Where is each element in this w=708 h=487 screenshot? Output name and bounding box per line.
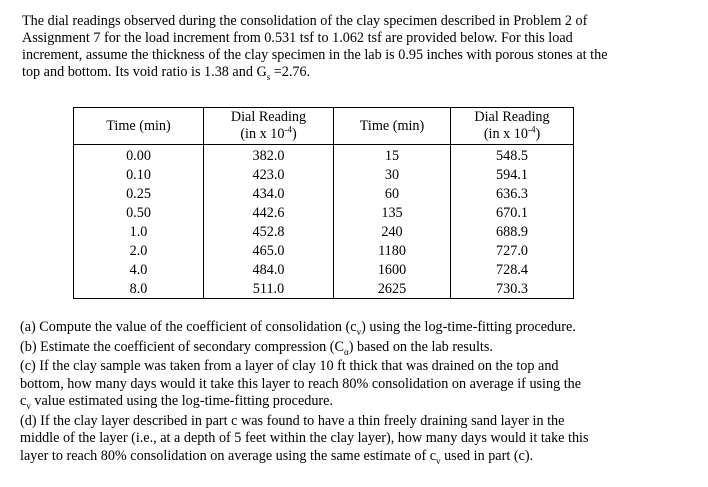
question-line — [20, 338, 704, 357]
units-text: (in x 10 — [240, 126, 285, 142]
header-dial-units — [240, 126, 296, 142]
table-cell: 594.1 — [451, 165, 574, 184]
table-cell: 382.0 — [204, 145, 334, 166]
units-close: ) — [535, 126, 541, 142]
intro-line: Assignment 7 for the load increment from 0.531 tsf to 1.062 tsf are provided below. For this load — [22, 30, 573, 46]
intro-line: The dial readings observed during the consolidation of the clay specimen described in Problem 2 of — [22, 13, 588, 29]
table-cell: 728.4 — [451, 260, 574, 279]
units-close: ) — [291, 126, 297, 142]
table-cell: 670.1 — [451, 203, 574, 222]
table-cell: 15 — [334, 145, 451, 166]
subscript: α — [343, 346, 349, 357]
question-line — [20, 393, 704, 411]
table-cell: 548.5 — [451, 145, 574, 166]
dial-readings-table — [73, 107, 574, 299]
table-row — [74, 184, 574, 203]
table-cell: 2.0 — [74, 241, 204, 260]
units-text: (in x 10 — [483, 126, 528, 142]
problem-statement — [22, 13, 702, 81]
question-text: (a) Compute the value of the coefficient of consolidation (c — [20, 319, 357, 335]
table-cell: 60 — [334, 184, 451, 203]
table-cell: 423.0 — [204, 165, 334, 184]
question-line: middle of the layer (i.e., at a depth of 5 feet within the clay layer), how many days would it take this — [20, 430, 589, 446]
question-text: used in part (c). — [440, 447, 534, 464]
question-text: c — [20, 393, 27, 409]
table-row — [74, 260, 574, 279]
table-cell: 0.50 — [74, 203, 204, 222]
gs-value: =2.76. — [270, 64, 311, 80]
intro-line: increment, assume the thickness of the clay specimen in the lab is 0.95 inches with porous stones at the — [22, 47, 608, 63]
table-cell: 8.0 — [74, 279, 204, 299]
question-text: ) using the log-time-fitting procedure. — [361, 319, 576, 335]
table-cell: 1180 — [334, 241, 451, 260]
header-dial-units — [484, 126, 540, 142]
question-c — [20, 358, 704, 411]
question-text: layer to reach 80% consolidation on average using the same estimate of c — [20, 447, 437, 464]
table-cell: 434.0 — [204, 184, 334, 203]
table-header-row — [74, 108, 574, 145]
question-text: value estimated using the log-time-fitting procedure. — [30, 393, 333, 409]
header-dial-line1: Dial Reading — [474, 109, 550, 125]
table-cell: 727.0 — [451, 241, 574, 260]
table-cell: 2625 — [334, 279, 451, 299]
question-line: (d) If the clay layer described in part c was found to have a thin freely draining sand layer in the — [20, 412, 565, 429]
table-cell: 730.3 — [451, 279, 574, 299]
table-cell: 442.6 — [204, 203, 334, 222]
table-cell: 30 — [334, 165, 451, 184]
table-cell: 240 — [334, 222, 451, 241]
header-time-2: Time (min) — [334, 108, 451, 145]
table-cell: 1600 — [334, 260, 451, 279]
units-exponent: -4 — [527, 124, 536, 135]
table-row — [74, 203, 574, 222]
header-time-1: Time (min) — [74, 108, 204, 145]
table-cell: 135 — [334, 203, 451, 222]
question-text: ) based on the lab results. — [348, 338, 493, 355]
table-cell: 511.0 — [204, 279, 334, 299]
subscript: v — [356, 326, 362, 337]
subscript: v — [436, 455, 441, 466]
gs-subscript: s — [266, 71, 271, 82]
question-a — [20, 319, 704, 337]
header-dial-line1: Dial Reading — [230, 109, 307, 125]
table-cell: 0.00 — [74, 145, 204, 166]
table-cell: 0.10 — [74, 165, 204, 184]
header-dial-reading-2 — [451, 108, 574, 145]
intro-line — [22, 64, 702, 81]
table-cell: 484.0 — [204, 260, 334, 279]
question-list — [20, 319, 704, 467]
question-b — [20, 339, 704, 357]
intro-line-text: top and bottom. Its void ratio is 1.38 and G — [22, 64, 267, 80]
table-cell: 688.9 — [451, 222, 574, 241]
header-dial-reading-1 — [204, 108, 334, 145]
table-row — [74, 165, 574, 184]
table-cell: 452.8 — [204, 222, 334, 241]
question-line — [20, 447, 704, 466]
table-cell: 0.25 — [74, 184, 204, 203]
table-row — [74, 222, 574, 241]
question-line: bottom, how many days would it take this layer to reach 80% consolidation on average if using the — [20, 375, 582, 392]
question-text: (b) Estimate the coefficient of secondary compression (C — [20, 338, 344, 355]
table-row — [74, 241, 574, 260]
table-row — [74, 279, 574, 299]
units-exponent: -4 — [284, 124, 292, 135]
question-line: (c) If the clay sample was taken from a layer of clay 10 ft thick that was drained on the top and — [20, 358, 559, 374]
table-cell: 636.3 — [451, 184, 574, 203]
question-line — [20, 319, 704, 337]
table-cell: 1.0 — [74, 222, 204, 241]
subscript: v — [26, 400, 31, 411]
table-row — [74, 145, 574, 166]
table-cell: 465.0 — [204, 241, 334, 260]
question-d — [20, 413, 704, 466]
table-cell: 4.0 — [74, 260, 204, 279]
